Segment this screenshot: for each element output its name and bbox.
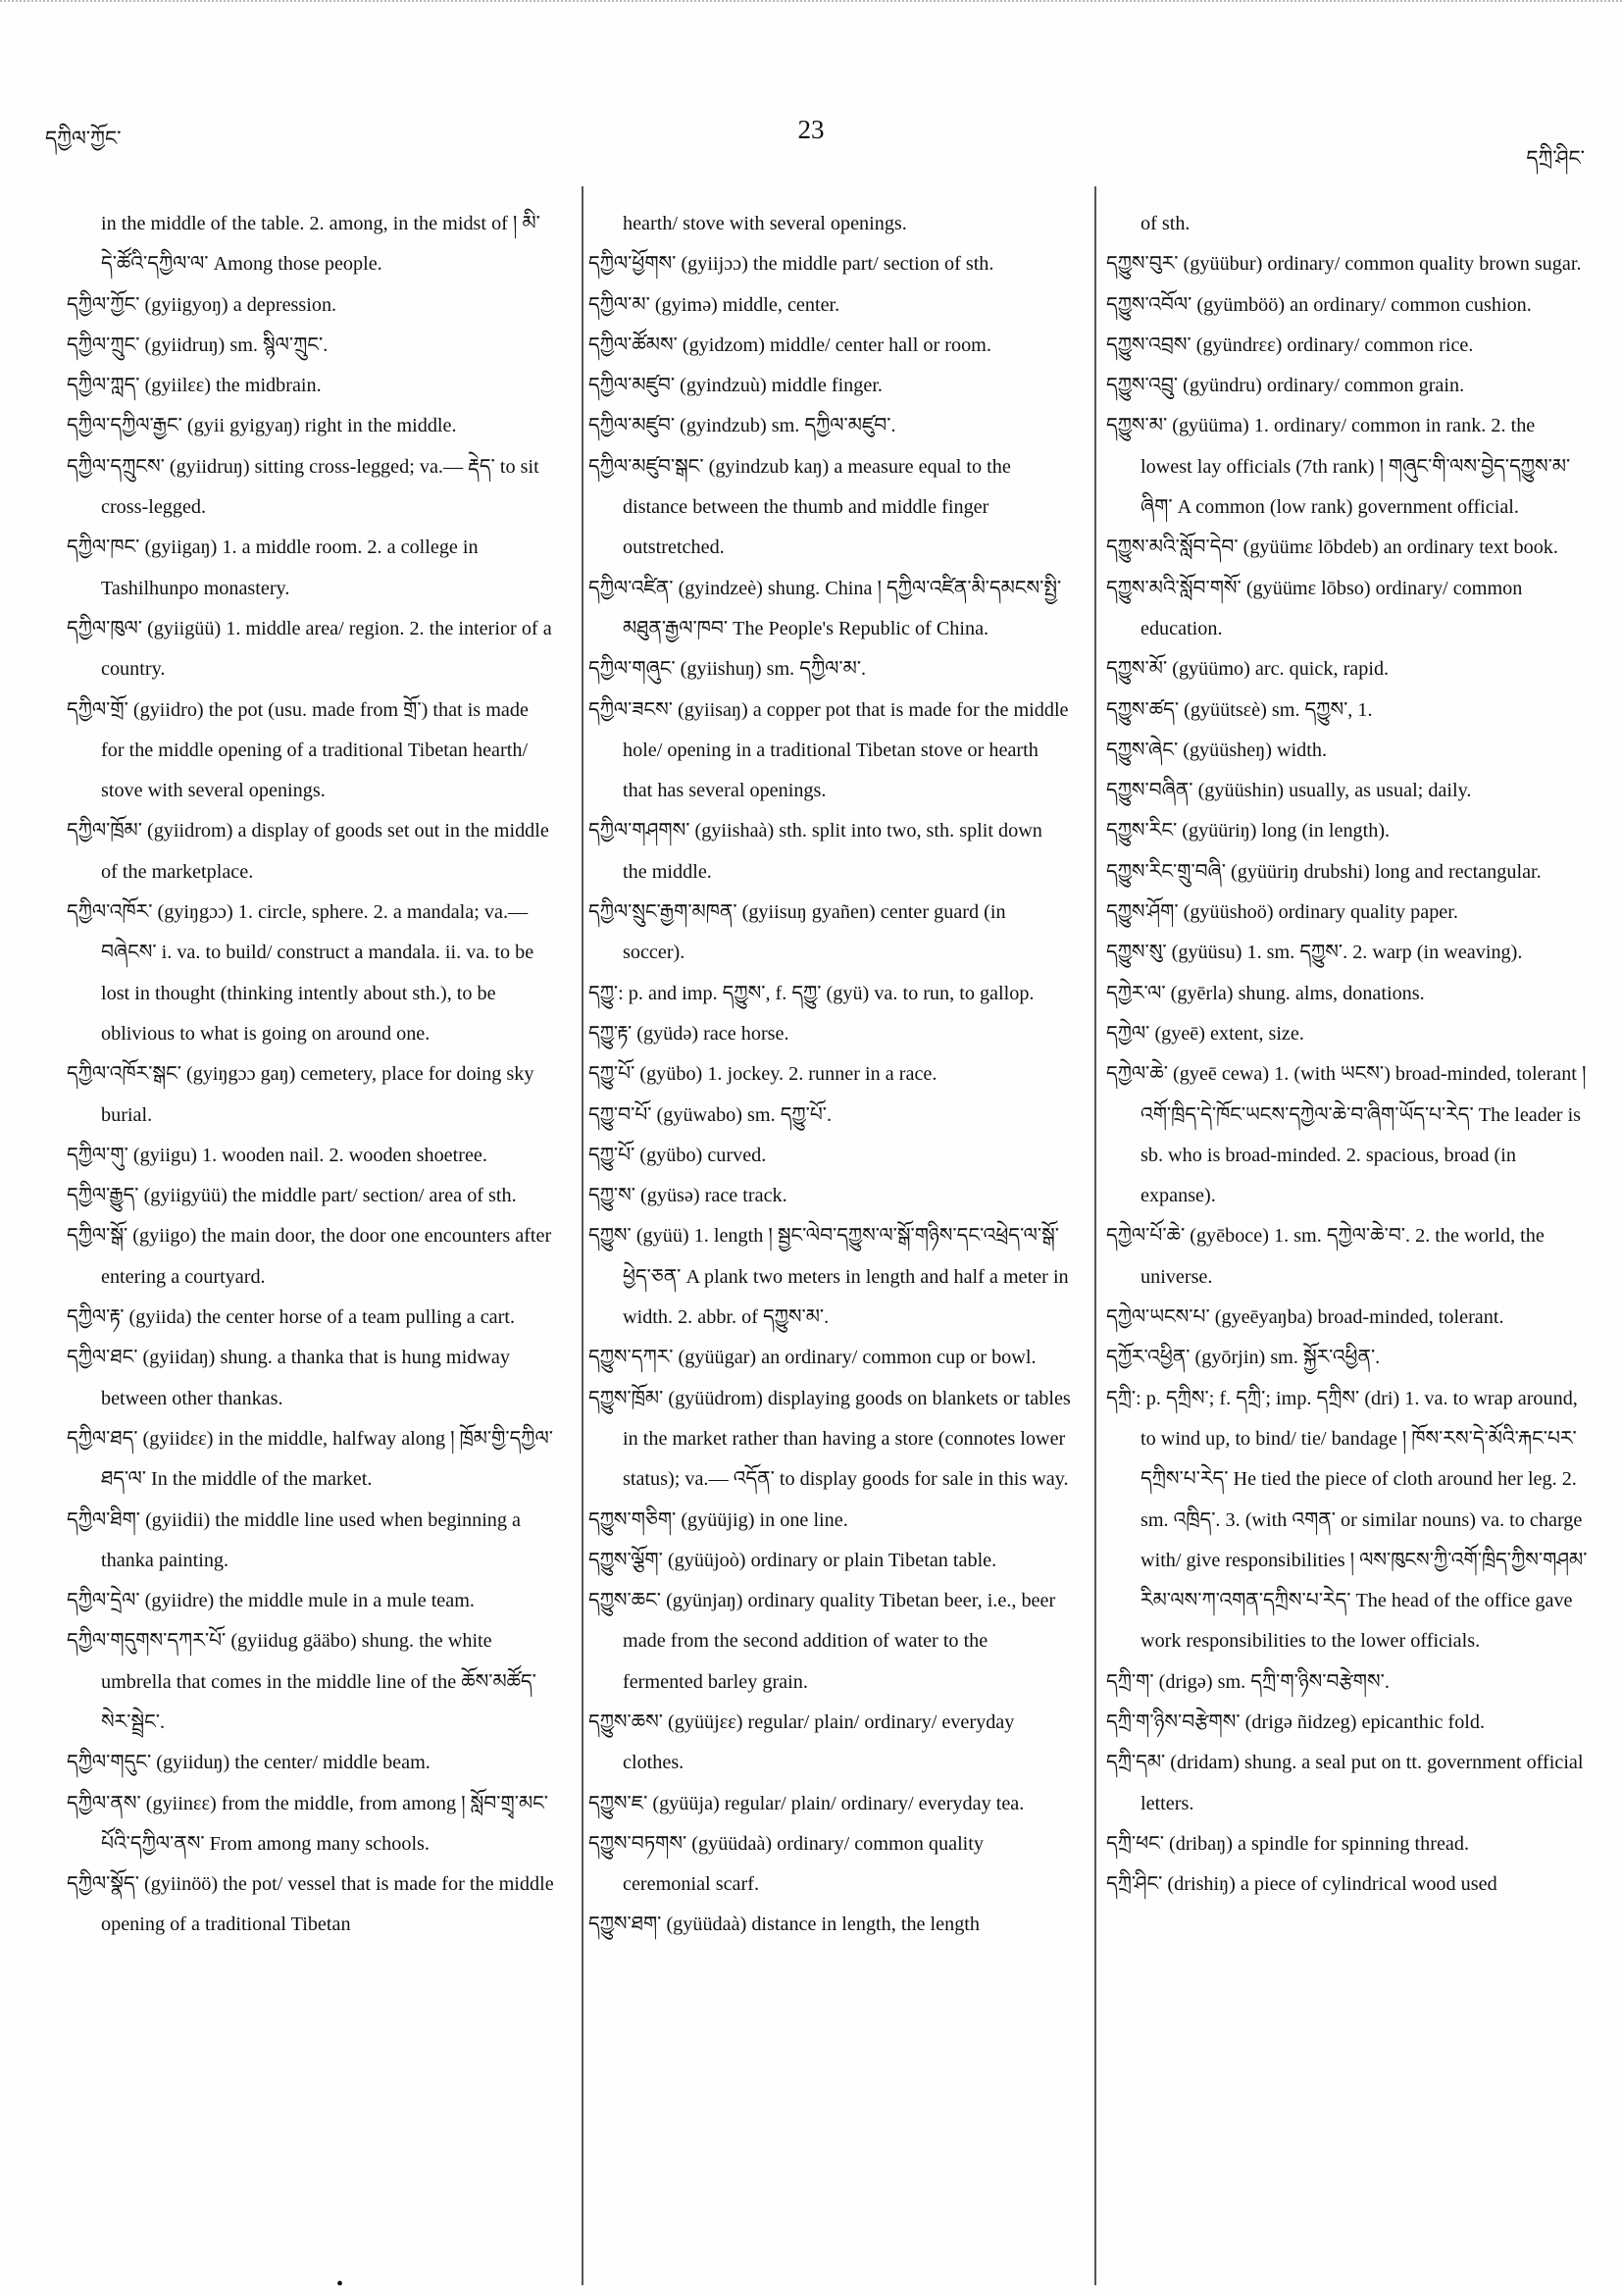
dictionary-entry: དཀྱུ་རྟ་ (gyüdə) race horse.	[588, 1022, 789, 1045]
dictionary-entry: དཀྱིལ་ཐིག་ (gyiidii) the middle line used when beginning a thanka painting.	[67, 1508, 522, 1571]
dictionary-entry: དཀྱུས་བུར་ (gyüübur) ordinary/ common quality brown sugar.	[1106, 253, 1582, 276]
dictionary-entry: དཀྱེལ་ (gyeē) extent, size.	[1106, 1022, 1304, 1045]
dictionary-entry: དཀྱིལ་ཀླད་ (gyiilεε) the midbrain.	[67, 375, 322, 397]
dictionary-entry: དཀྱུས་ (gyüü) 1. length ། སྦྱང་ལེབ་དཀྱུས་ལ་སྒོ་གཉིས་དང་འཕྲེད་ལ་སྒོ་ཕྱེད་ཅན་ A plank two meters in length and half a meter in width. 2. abbr. of དཀྱུས་མ་.	[588, 1225, 1069, 1329]
dictionary-entry: དཀྱིལ་གདུགས་དཀར་པོ་ (gyiidug gääbo) shung. the white umbrella that comes in the middle line of the ཆོས་མཚོད་སེར་སྦྲེང་.	[67, 1630, 536, 1733]
column-divider	[582, 186, 583, 2285]
header-guide-word-left: དཀྱིལ་ཀྱོང་	[45, 127, 122, 150]
dictionary-column-1	[67, 204, 555, 1946]
dictionary-entry: དཀྱེལ་པོ་ཆེ་ (gyēboce) 1. sm. དཀྱེལ་ཆེ་བ་. 2. the world, the universe.	[1106, 1225, 1545, 1288]
dictionary-entry: དཀྱུས་རིང་གྲུ་བཞི་ (gyüüriŋ drubshi) long and rectangular.	[1106, 860, 1542, 883]
dictionary-entry: དཀྱུས་ཐག་ (gyüüdaà) distance in length, the length	[588, 1913, 980, 1936]
dictionary-entry: དཀྱིལ་ཁང་ (gyiigaŋ) 1. a middle room. 2. a college in Tashilhunpo monastery.	[67, 536, 479, 599]
dictionary-entry: དཀྱིལ་ཕྱོགས་ (gyiijɔɔ) the middle part/ section of sth.	[588, 253, 994, 276]
dictionary-entry: དཀྱིལ་སྒོ་ (gyiigo) the main door, the door one encounters after entering a courtyard.	[67, 1225, 552, 1288]
dictionary-entry: དཀྱེར་ལ་ (gyērla) shung. alms, donations.	[1106, 982, 1425, 1004]
dictionary-entry: དཀྱུས་དཀར་ (gyüügar) an ordinary/ common cup or bowl.	[588, 1347, 1037, 1369]
dictionary-entry: དཀྱུ་པོ་ (gyübo) curved.	[588, 1144, 767, 1166]
dictionary-entry: དཀྱུས་ཚད་ (gyüütsεè) sm. དཀྱུས་, 1.	[1106, 698, 1373, 721]
scan-edge	[0, 0, 1622, 14]
dictionary-entry: དཀྲི་ཤིང་ (drishiŋ) a piece of cylindrical wood used	[1106, 1873, 1497, 1896]
dictionary-entry: དཀྱིལ་ཟངས་ (gyiisaŋ) a copper pot that is made for the middle hole/ opening in a traditional Tibetan stove or hearth that has several openings.	[588, 698, 1069, 802]
dictionary-entry: དཀྱུས་བཏགས་ (gyüüdaà) ordinary/ common quality ceremonial scarf.	[588, 1832, 984, 1896]
dictionary-entry: དཀྱིལ་སྣོད་ (gyiinöö) the pot/ vessel that is made for the middle opening of a traditional Tibetan	[67, 1873, 554, 1936]
footer-mark: •	[336, 2273, 344, 2295]
dictionary-entry: དཀྱུས་འབྲས་ (gyündrεε) ordinary/ common rice.	[1106, 333, 1474, 356]
dictionary-column-3	[1106, 204, 1591, 1905]
dictionary-entry: དཀྱིལ་ཚོམས་ (gyidzom) middle/ center hall or room.	[588, 333, 991, 356]
dictionary-entry: དཀྲི་: p. དཀྲིས་; f. དཀྲི་; imp. དཀྲིས་ (dri) 1. va. to wrap around, to wind up, to bind/ tie/ bandage ། ཁོས་རས་དེ་མོའི་རྐང་པར་དཀྲིས་པ་རེད་ He tied the piece of cloth around her leg. 2. sm. འཁྲིད་. 3. (with འགན་ or similar nouns) va. to charge with/ give responsibilities ། ལས་ཁུངས་ཀྱི་འགོ་ཁྲིད་ཀྱིས་གཤམ་རིམ་ལས་ཀ་འགན་དཀྲིས་པ་རེད་ The head of the office gave work responsibilities to the lower officials.	[1106, 1387, 1588, 1653]
dictionary-entry: དཀྱུ་: p. and imp. དཀྱུས་, f. དཀྱུ་ (gyü) va. to run, to gallop.	[588, 982, 1035, 1004]
dictionary-entry: དཀྱུས་ཤོག་ (gyüüshoö) ordinary quality paper.	[1106, 901, 1458, 924]
dictionary-entry: དཀྱིལ་གུ་ (gyiigu) 1. wooden nail. 2. wooden shoetree.	[67, 1144, 487, 1166]
dictionary-entry: དཀྱུས་འབོལ་ (gyümböö) an ordinary/ common cushion.	[1106, 293, 1532, 316]
dictionary-entry: དཀྲི་ག་ (drigə) sm. དཀྲི་ག་ཉིས་བརྩེགས་.	[1106, 1670, 1390, 1693]
dictionary-entry: དཀྱུས་ཇ་ (gyüüja) regular/ plain/ ordinary/ everyday tea.	[588, 1792, 1025, 1814]
dictionary-entry: དཀྱུས་མའི་སློབ་གསོ་ (gyüümε lōbso) ordinary/ common education.	[1106, 577, 1523, 639]
dictionary-entry: of sth.	[1140, 213, 1191, 234]
dictionary-entry: དཀྱུས་གཅིག་ (gyüüjig) in one line.	[588, 1508, 848, 1531]
dictionary-entry: དཀྱིལ་ཀྲུང་ (gyiidruŋ) sm. སྙིལ་ཀྲུང་.	[67, 333, 329, 356]
dictionary-entry: in the middle of the table. 2. among, in the midst of ། མི་དེ་ཚོའི་དཀྱིལ་ལ་ Among those people.	[101, 213, 540, 276]
dictionary-entry: དཀྱེལ་ཆེ་ (gyeē cewa) 1. (with ཡངས་) broad-minded, tolerant ། འགོ་ཁྲིད་དེ་ཁོང་ཡངས་དཀྱེལ་ཆེ་བ་ཞིག་ཡོད་པ་རེད་ The leader is sb. who is broad-minded. 2. spacious, broad (in expanse).	[1106, 1063, 1587, 1207]
dictionary-entry: hearth/ stove with several openings.	[623, 213, 907, 234]
dictionary-entry: དཀྱུས་མོ་ (gyüümo) arc. quick, rapid.	[1106, 658, 1390, 681]
dictionary-entry: དཀྱིལ་གཤགས་ (gyiishaà) sth. split into two, sth. split down the middle.	[588, 820, 1042, 883]
page-number: 23	[797, 115, 825, 144]
dictionary-entry: དཀྱིལ་ཀྱོང་ (gyiigyoŋ) a depression.	[67, 293, 337, 316]
dictionary-entry: དཀྱོར་འཕྱིན་ (gyōrjin) sm. སྐྱོར་འཕྱིན་.	[1106, 1347, 1381, 1369]
dictionary-entry: དཀྱིལ་གདུང་ (gyiiduŋ) the center/ middle beam.	[67, 1752, 431, 1774]
dictionary-entry: དཀྱུས་ཞེང་ (gyüüsheŋ) width.	[1106, 739, 1328, 761]
dictionary-entry: དཀྱིལ་མཛུབ་ (gyindzuù) middle finger.	[588, 375, 883, 397]
dictionary-entry: དཀྱིལ་འཁོར་ (gyiŋgɔɔ) 1. circle, sphere. 2. a mandala; va.—བཞེངས་ i. va. to build/ construct a mandala. ii. va. to be lost in thought (thinking intently about sth.), to be oblivious to what is going on around one.	[67, 901, 534, 1045]
dictionary-entry: དཀྱུས་ཆང་ (gyünjaŋ) ordinary quality Tibetan beer, i.e., beer made from the second addition of water to the fermented barley grain.	[588, 1590, 1056, 1693]
dictionary-entry: དཀྱིལ་གཞུང་ (gyiishuŋ) sm. དཀྱིལ་མ་.	[588, 658, 867, 681]
dictionary-entry: དཀྲི་ཕང་ (dribaŋ) a spindle for spinning thread.	[1106, 1832, 1470, 1855]
dictionary-entry: དཀྱུས་ལྕོག་ (gyüüjoò) ordinary or plain Tibetan table.	[588, 1549, 997, 1571]
dictionary-entry: དཀྱུས་འབྲུ་ (gyündru) ordinary/ common grain.	[1106, 375, 1465, 397]
column-divider	[1094, 186, 1096, 2285]
dictionary-entry: དཀྱུས་མ་ (gyüüma) 1. ordinary/ common in rank. 2. the lowest lay officials (7th rank) ། གཞུང་གི་ལས་བྱེད་དཀྱུས་མ་ཞིག་ A common (low rank) government official.	[1106, 415, 1571, 519]
dictionary-entry: དཀྱིལ་ཐང་ (gyiidaŋ) shung. a thanka that is hung midway between other thankas.	[67, 1347, 510, 1409]
dictionary-entry: དཀྱུས་མའི་སློབ་དེབ་ (gyüümε lōbdeb) an ordinary text book.	[1106, 536, 1558, 559]
dictionary-entry: དཀྱིལ་དཀྲུངས་ (gyiidruŋ) sitting cross-legged; va.— རྡེད་ to sit cross-legged.	[67, 455, 539, 519]
dictionary-entry: དཀྱིལ་འཛིན་ (gyindzeè) shung. China ། དཀྱིལ་འཛིན་མི་དམངས་སྤྱི་མཐུན་རྒྱལ་ཁབ་ The People's Republic of China.	[588, 577, 1062, 639]
dictionary-entry: དཀྱིལ་ཁྲོམ་ (gyiidrom) a display of goods set out in the middle of the marketplace.	[67, 820, 549, 883]
dictionary-entry: དཀྱིལ་མ་ (gyimə) middle, center.	[588, 293, 840, 316]
dictionary-entry: དཀྱུ་བ་པོ་ (gyüwabo) sm. དཀྱུ་པོ་.	[588, 1103, 833, 1126]
dictionary-entry: དཀྱུ་པོ་ (gyübo) 1. jockey. 2. runner in a race.	[588, 1063, 938, 1086]
dictionary-entry: དཀྱིལ་རྟ་ (gyiida) the center horse of a team pulling a cart.	[67, 1306, 516, 1329]
dictionary-entry: དཀྱིལ་ཐད་ (gyiidεε) in the middle, halfway along ། ཁྲོམ་གྱི་དཀྱིལ་ཐད་ལ་ In the middle of the market.	[67, 1427, 554, 1491]
dictionary-entry: དཀྲི་ག་ཉིས་བརྩེགས་ (drigə ñidzeg) epicanthic fold.	[1106, 1710, 1486, 1733]
dictionary-entry: དཀྱིལ་སྲུང་རྒྱག་མཁན་ (gyiisuŋ gyañen) center guard (in soccer).	[588, 901, 1006, 964]
dictionary-entry: དཀྱེལ་ཡངས་པ་ (gyeēyaŋba) broad-minded, tolerant.	[1106, 1306, 1504, 1329]
dictionary-entry: དཀྱིལ་མཛུབ་ (gyindzub) sm. དཀྱིལ་མཛུབ་.	[588, 415, 896, 437]
header-guide-word-right: དཀྲི་ཤིང་	[1526, 146, 1585, 170]
dictionary-entry: དཀྱིལ་མཛུབ་སྒང་ (gyindzub kaŋ) a measure equal to the distance between the thumb and middle finger outstretched.	[588, 455, 1011, 559]
dictionary-entry: དཀྱིལ་རྒྱུད་ (gyiigyüü) the middle part/ section/ area of sth.	[67, 1185, 517, 1207]
dictionary-entry: དཀྱུས་ཆས་ (gyüüjεε) regular/ plain/ ordinary/ everyday clothes.	[588, 1710, 1015, 1774]
dictionary-entry: དཀྱུས་སུ་ (gyüüsu) 1. sm. དཀྱུས་. 2. warp (in weaving).	[1106, 942, 1523, 964]
dictionary-entry: དཀྱུ་ས་ (gyüsə) race track.	[588, 1185, 787, 1207]
dictionary-column-2	[588, 204, 1071, 1946]
dictionary-entry: དཀྱུས་བཞིན་ (gyüüshin) usually, as usual; daily.	[1106, 780, 1472, 802]
dictionary-entry: དཀྱིལ་ཁུལ་ (gyiigüü) 1. middle area/ region. 2. the interior of a country.	[67, 617, 552, 681]
dictionary-entry: དཀྱིལ་ནས་ (gyiinεε) from the middle, from among ། སློབ་གྲྭ་མང་པོའི་དཀྱིལ་ནས་ From among many schools.	[67, 1792, 548, 1855]
dictionary-entry: དཀྱིལ་དཀྱིལ་རྒྱང་ (gyii gyigyaŋ) right in the middle.	[67, 415, 457, 437]
dictionary-entry: དཀྱུས་ཁྲོམ་ (gyüüdrom) displaying goods on blankets or tables in the market rather than having a store (connotes lower status); va.— འདོན་ to display goods for sale in this way.	[588, 1387, 1071, 1491]
dictionary-entry: དཀྱུས་རིང་ (gyüüriŋ) long (in length).	[1106, 820, 1391, 842]
dictionary-entry: དཀྱིལ་དྲེལ་ (gyiidre) the middle mule in a mule team.	[67, 1590, 475, 1612]
dictionary-entry: དཀྱིལ་གྲོ་ (gyiidro) the pot (usu. made from གྲོ་) that is made for the middle opening of a traditional Tibetan hearth/ stove with several openings.	[67, 698, 529, 802]
dictionary-entry: དཀྱིལ་འཁོར་སྒང་ (gyiŋgɔɔ gaŋ) cemetery, place for doing sky burial.	[67, 1063, 534, 1126]
dictionary-entry: དཀྲི་དམ་ (dridam) shung. a seal put on tt. government official letters.	[1106, 1752, 1584, 1814]
